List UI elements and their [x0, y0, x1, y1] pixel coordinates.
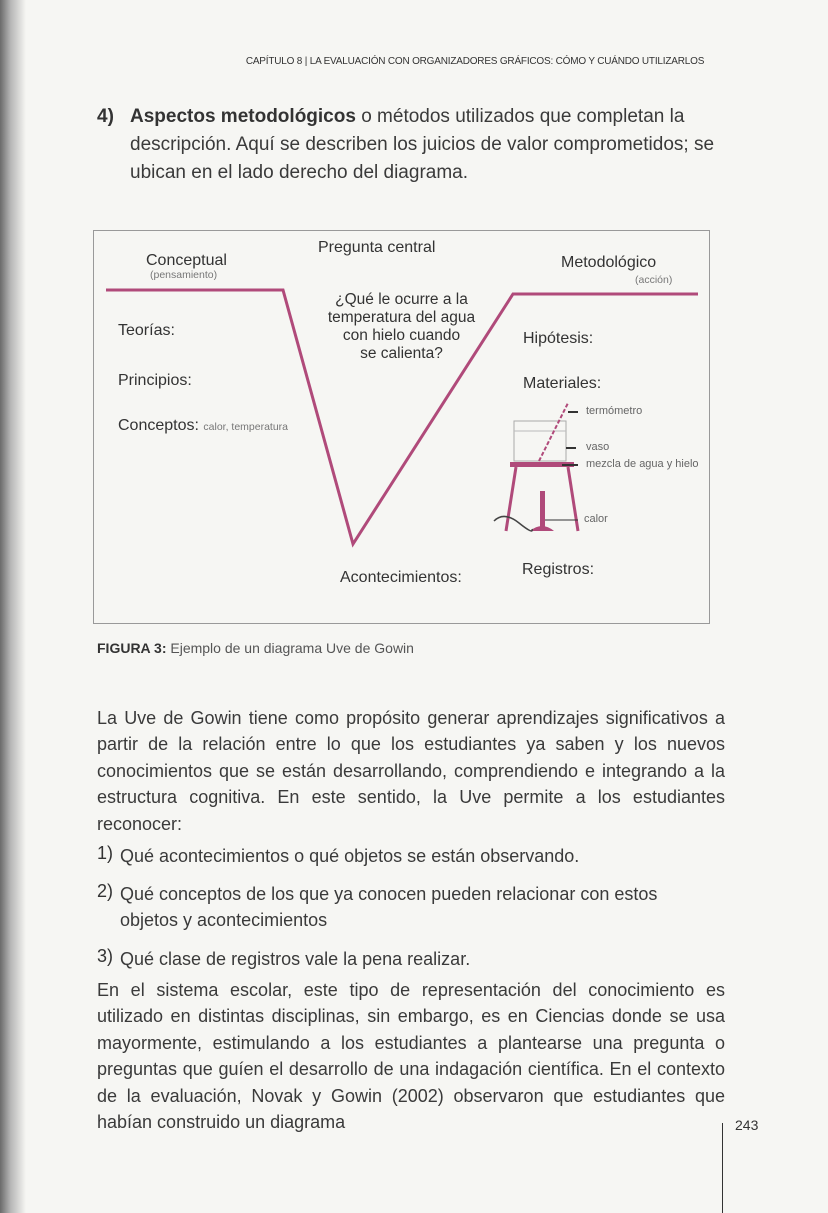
item-number: 4) [97, 106, 114, 127]
methodological-title: Metodológico [561, 254, 657, 271]
caption-text: Ejemplo de un diagrama Uve de Gowin [166, 640, 414, 656]
list-item: Qué clase de registros vale la pena realizar. [120, 949, 471, 969]
paragraph-1: La Uve de Gowin tiene como propósito generar aprendizajes significativos a partir de la relación entre lo que los estudiantes ya saben y los nuevos conocimientos que se están desarrollando, comprendiendo e integrando a la estructura cognitiva. En este sentido, la Uve permite a los estudiantes reconocer: [97, 708, 725, 834]
list-item: Qué conceptos de los que ya conocen pueden relacionar con estos objetos y acontecimientos [120, 884, 658, 930]
running-header: CAPÍTULO 8 | LA EVALUACIÓN CON ORGANIZADORES GRÁFICOS: CÓMO Y CUÁNDO UTILIZARLOS [245, 56, 705, 67]
item-4-text [130, 103, 730, 187]
materials-label: Materiales: [523, 375, 602, 392]
scan-shadow [0, 0, 26, 1213]
mixture-label: mezcla de agua y hielo [586, 458, 699, 470]
page-rule [722, 1123, 723, 1213]
concepts-label [118, 417, 288, 435]
list-number: 3) [97, 946, 114, 966]
theories-label: Teorías: [118, 322, 175, 339]
figure-caption [97, 640, 414, 656]
records-label: Registros: [522, 561, 595, 578]
page-number: 243 [735, 1117, 759, 1133]
thermometer-label: termómetro [586, 405, 643, 417]
list-number: 1) [97, 843, 114, 863]
conceptual-subtitle: (pensamiento) [150, 269, 218, 281]
question-line: con hielo cuando [342, 327, 461, 344]
caption-label: FIGURA 3: [97, 640, 167, 656]
list-number: 2) [97, 881, 114, 901]
conceptual-title: Conceptual [146, 252, 227, 269]
concepts-value: calor, temperatura [203, 421, 289, 433]
principles-label: Principios: [118, 372, 192, 389]
paragraph-2: En el sistema escolar, este tipo de representación del conocimiento es utilizado en distintas disciplinas, sin embargo, es en Ciencias donde se usa mayormente, estimulando a los estudiantes a plantearse una pregunta o preguntas que guíen el desarrollo de una indagación científica. En el contexto de la evaluación, Novak y Gowin (2002) observaron que estudiantes que habían construido un diagrama [97, 980, 725, 1133]
central-question [294, 291, 509, 363]
question-line: se calienta? [360, 345, 443, 362]
item-4-bold: Aspectos metodológicos [130, 106, 356, 127]
glass-label: vaso [586, 441, 610, 453]
lab-apparatus-icon [494, 403, 578, 531]
hypothesis-label: Hipótesis: [523, 330, 594, 347]
list-item: Qué acontecimientos o qué objetos se están observando. [120, 846, 580, 866]
gowin-v-diagram [93, 230, 710, 624]
item-4-body: o métodos utilizados que completan la descripción. Aquí se describen los juicios de valor comprometidos; se ubican en el lado derecho del diagrama. [130, 106, 715, 183]
central-title: Pregunta central [318, 239, 436, 256]
question-line: ¿Qué le ocurre a la [335, 291, 468, 308]
methodological-subtitle: (acción) [635, 274, 673, 286]
concepts-title: Conceptos: [118, 417, 199, 434]
heat-label: calor [584, 513, 608, 525]
question-line: temperatura del agua [327, 309, 476, 326]
events-label: Acontecimientos: [340, 569, 462, 586]
